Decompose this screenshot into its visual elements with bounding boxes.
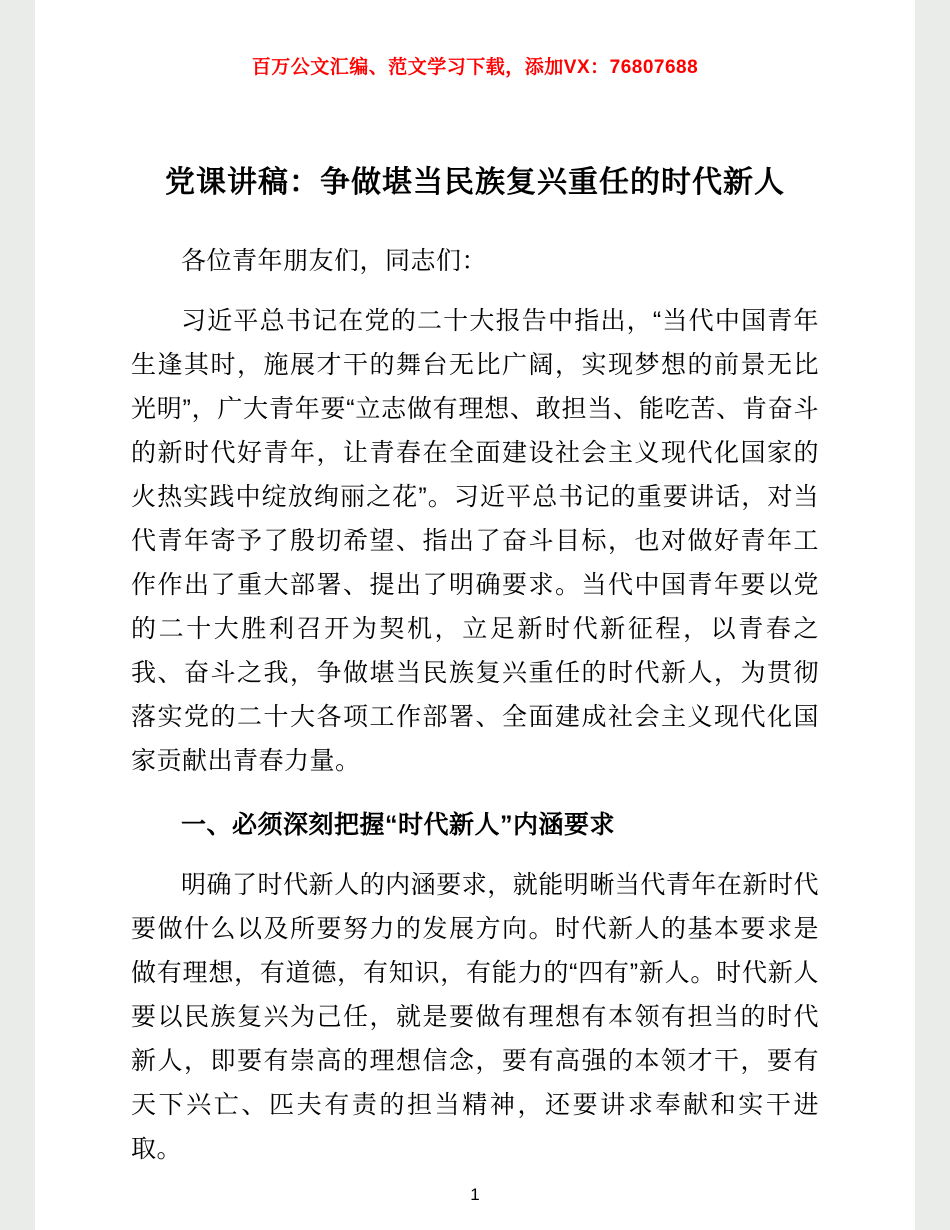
paragraph-greeting: 各位青年朋友们，同志们： xyxy=(181,247,488,275)
section-heading-1: 一、必须深刻把握“时代新人”内涵要求 xyxy=(181,811,616,839)
header-notice: 百万公文汇编、范文学习下载，添加VX：76807688 xyxy=(251,57,699,78)
paragraph-body-2: 明确了时代新人的内涵要求，就能明晰当代青年在新时代要做什么以及所要努力的发展方向。时代新人的基本要求是做有理想，有道德，有知识，有能力的“四有”新人。时代新人要以民族复兴为己任，就是要做有理想有本领有担当的时代新人，即要有崇高的理想信念，要有高强的本领才干，要有天下兴亡、匹夫有责的担当精神，还要讲求奉献和实干进取。 xyxy=(131,871,819,1163)
page-number: 1 xyxy=(470,1185,480,1204)
document-title: 党课讲稿：争做堪当民族复兴重任的时代新人 xyxy=(165,166,785,199)
paragraph-body-1: 习近平总书记在党的二十大报告中指出，“当代中国青年生逢其时，施展才干的舞台无比广阔，实现梦想的前景无比光明”，广大青年要“立志做有理想、敢担当、能吃苦、肯奋斗的新时代好青年，让青春在全面建设社会主义现代化国家的火热实践中绽放绚丽之花”。习近平总书记的重要讲话，对当代青年寄予了殷切希望、指出了奋斗目标，也对做好青年工作作出了重大部署、提出了明确要求。当代中国青年要以党的二十大胜利召开为契机，立足新时代新征程，以青春之我、奋斗之我，争做堪当民族复兴重任的时代新人，为贯彻落实党的二十大各项工作部署、全面建成社会主义现代化国家贡献出青春力量。 xyxy=(131,307,819,775)
document-page xyxy=(35,0,915,1230)
